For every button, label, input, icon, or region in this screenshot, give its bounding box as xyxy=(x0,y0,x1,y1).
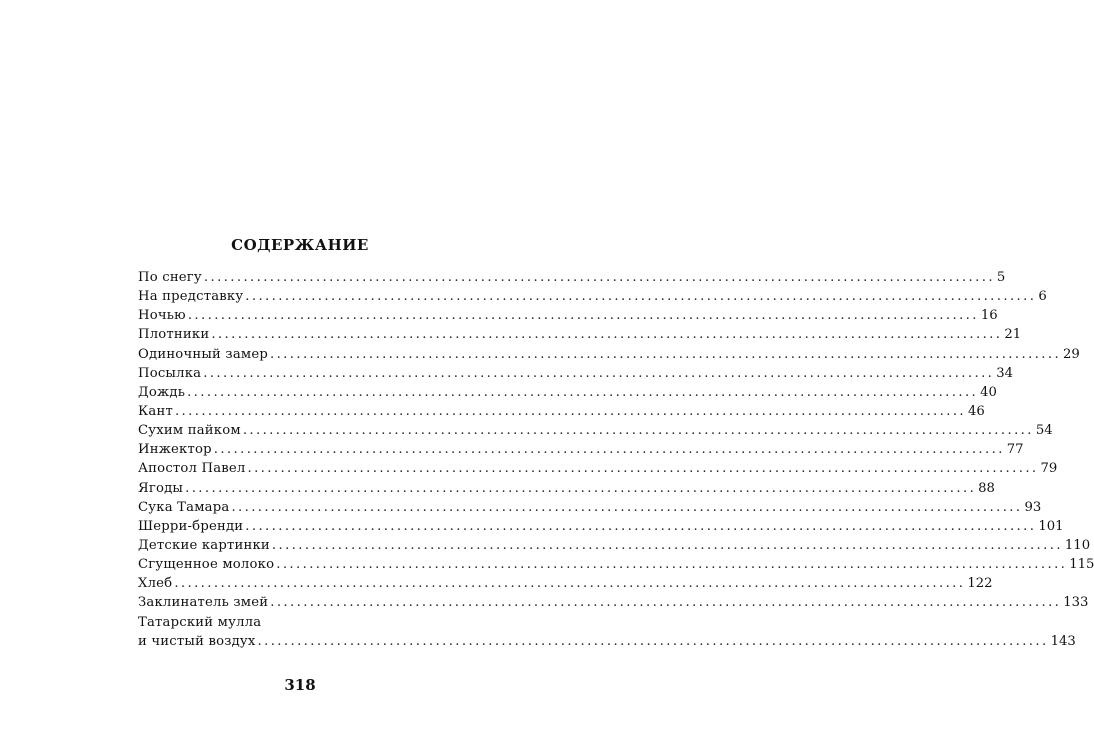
toc-dot-leader: ........................................................................................................................ xyxy=(270,595,1062,611)
toc-entry-page: 5 xyxy=(996,270,1006,285)
toc-entry-title: Хлеб xyxy=(138,576,173,592)
toc-dot-leader: ........................................................................................................................ xyxy=(276,557,1068,573)
toc-dot-leader: ........................................................................................................................ xyxy=(203,270,995,285)
toc-entry xyxy=(138,364,1014,383)
toc-dot-leader: ........................................................................................................................ xyxy=(185,480,977,496)
toc-entry xyxy=(138,593,1089,612)
toc-entry-title: Посылка xyxy=(138,365,202,381)
toc-entry-title: Кант xyxy=(138,403,173,419)
toc-dot-leader: ........................................................................................................................ xyxy=(257,633,1049,649)
toc-dot-leader: ........................................................................................................................ xyxy=(270,346,1062,362)
toc-entry xyxy=(138,574,993,593)
toc-dot-leader: ........................................................................................................................ xyxy=(187,308,979,324)
toc-entry xyxy=(138,459,1058,478)
toc-entry-page: 101 xyxy=(1038,518,1064,534)
toc-entry-title: По снегу xyxy=(138,270,202,285)
toc-dot-leader: ........................................................................................................................ xyxy=(213,442,1005,458)
toc-entry-title: Шерри-бренди xyxy=(138,518,244,534)
toc-entry xyxy=(138,383,997,402)
toc-entry-title-line2: и чистый воздух xyxy=(138,633,256,649)
toc-entry-title: Заклинатель змей xyxy=(138,595,269,611)
toc-entry xyxy=(138,268,1006,287)
toc-entry-page: 93 xyxy=(1024,499,1042,515)
toc-dot-leader: ........................................................................................................................ xyxy=(187,384,979,400)
toc-entry-multiline xyxy=(138,613,1076,651)
toc-entry-page: 34 xyxy=(996,365,1014,381)
page-number: 318 xyxy=(284,676,316,694)
toc-entry xyxy=(138,479,995,498)
table-of-contents xyxy=(138,268,1094,651)
toc-entry-page: 110 xyxy=(1064,537,1091,553)
toc-entry xyxy=(138,325,1022,344)
toc-entry-page: 46 xyxy=(968,403,985,419)
toc-entry-page: 88 xyxy=(978,480,995,496)
toc-dot-leader: ........................................................................................................................ xyxy=(174,576,966,592)
toc-entry-title: Сухим пайком xyxy=(138,423,241,439)
toc-entry xyxy=(138,536,1091,555)
toc-entry-page: 54 xyxy=(1035,423,1053,439)
toc-entry-page: 143 xyxy=(1050,633,1076,649)
toc-entry-title: Сгущенное молоко xyxy=(138,557,275,573)
toc-entry-page: 115 xyxy=(1069,557,1094,573)
toc-entry xyxy=(138,498,1042,517)
toc-entry-page: 79 xyxy=(1040,461,1058,477)
toc-dot-leader: ........................................................................................................................ xyxy=(174,403,966,419)
toc-entry xyxy=(138,345,1080,364)
toc-dot-leader: ........................................................................................................................ xyxy=(245,289,1037,305)
toc-entry-title: Дождь xyxy=(138,384,186,400)
contents-heading: СОДЕРЖАНИЕ xyxy=(231,236,369,254)
toc-entry-page: 16 xyxy=(980,308,998,324)
toc-entry xyxy=(138,555,1094,574)
toc-entry xyxy=(138,402,985,421)
toc-dot-leader: ........................................................................................................................ xyxy=(271,537,1063,553)
toc-entry-page: 29 xyxy=(1063,346,1080,362)
toc-entry-title-line1: Татарский мулла xyxy=(138,614,262,630)
toc-entry xyxy=(138,287,1047,306)
toc-entry-title: Детские картинки xyxy=(138,537,270,553)
toc-entry-page: 77 xyxy=(1006,442,1024,458)
toc-entry xyxy=(138,440,1024,459)
toc-dot-leader: ........................................................................................................................ xyxy=(231,499,1023,515)
toc-entry-page: 122 xyxy=(967,576,993,592)
toc-entry-title: Ночью xyxy=(138,308,186,324)
toc-dot-leader: ........................................................................................................................ xyxy=(247,461,1039,477)
toc-entry-title: Ягоды xyxy=(138,480,184,496)
toc-entry xyxy=(138,306,998,325)
toc-dot-leader: ........................................................................................................................ xyxy=(242,423,1034,439)
toc-entry-title: Одиночный замер xyxy=(138,346,268,362)
toc-entry-page: 133 xyxy=(1063,595,1089,611)
toc-entry xyxy=(138,421,1053,440)
toc-entry-page: 21 xyxy=(1004,327,1022,343)
toc-entry xyxy=(138,517,1064,536)
toc-entry-title: Инжектор xyxy=(138,442,212,458)
toc-dot-leader: ........................................................................................................................ xyxy=(203,365,995,381)
toc-dot-leader: ........................................................................................................................ xyxy=(211,327,1003,343)
toc-entry-title: На представку xyxy=(138,289,244,305)
toc-entry-page: 40 xyxy=(980,384,997,400)
toc-entry-title: Плотники xyxy=(138,327,210,343)
toc-entry-title: Сука Тамара xyxy=(138,499,230,515)
toc-entry-page: 6 xyxy=(1038,289,1047,305)
toc-dot-leader: ........................................................................................................................ xyxy=(245,518,1037,534)
toc-entry-title: Апостол Павел xyxy=(138,461,246,477)
